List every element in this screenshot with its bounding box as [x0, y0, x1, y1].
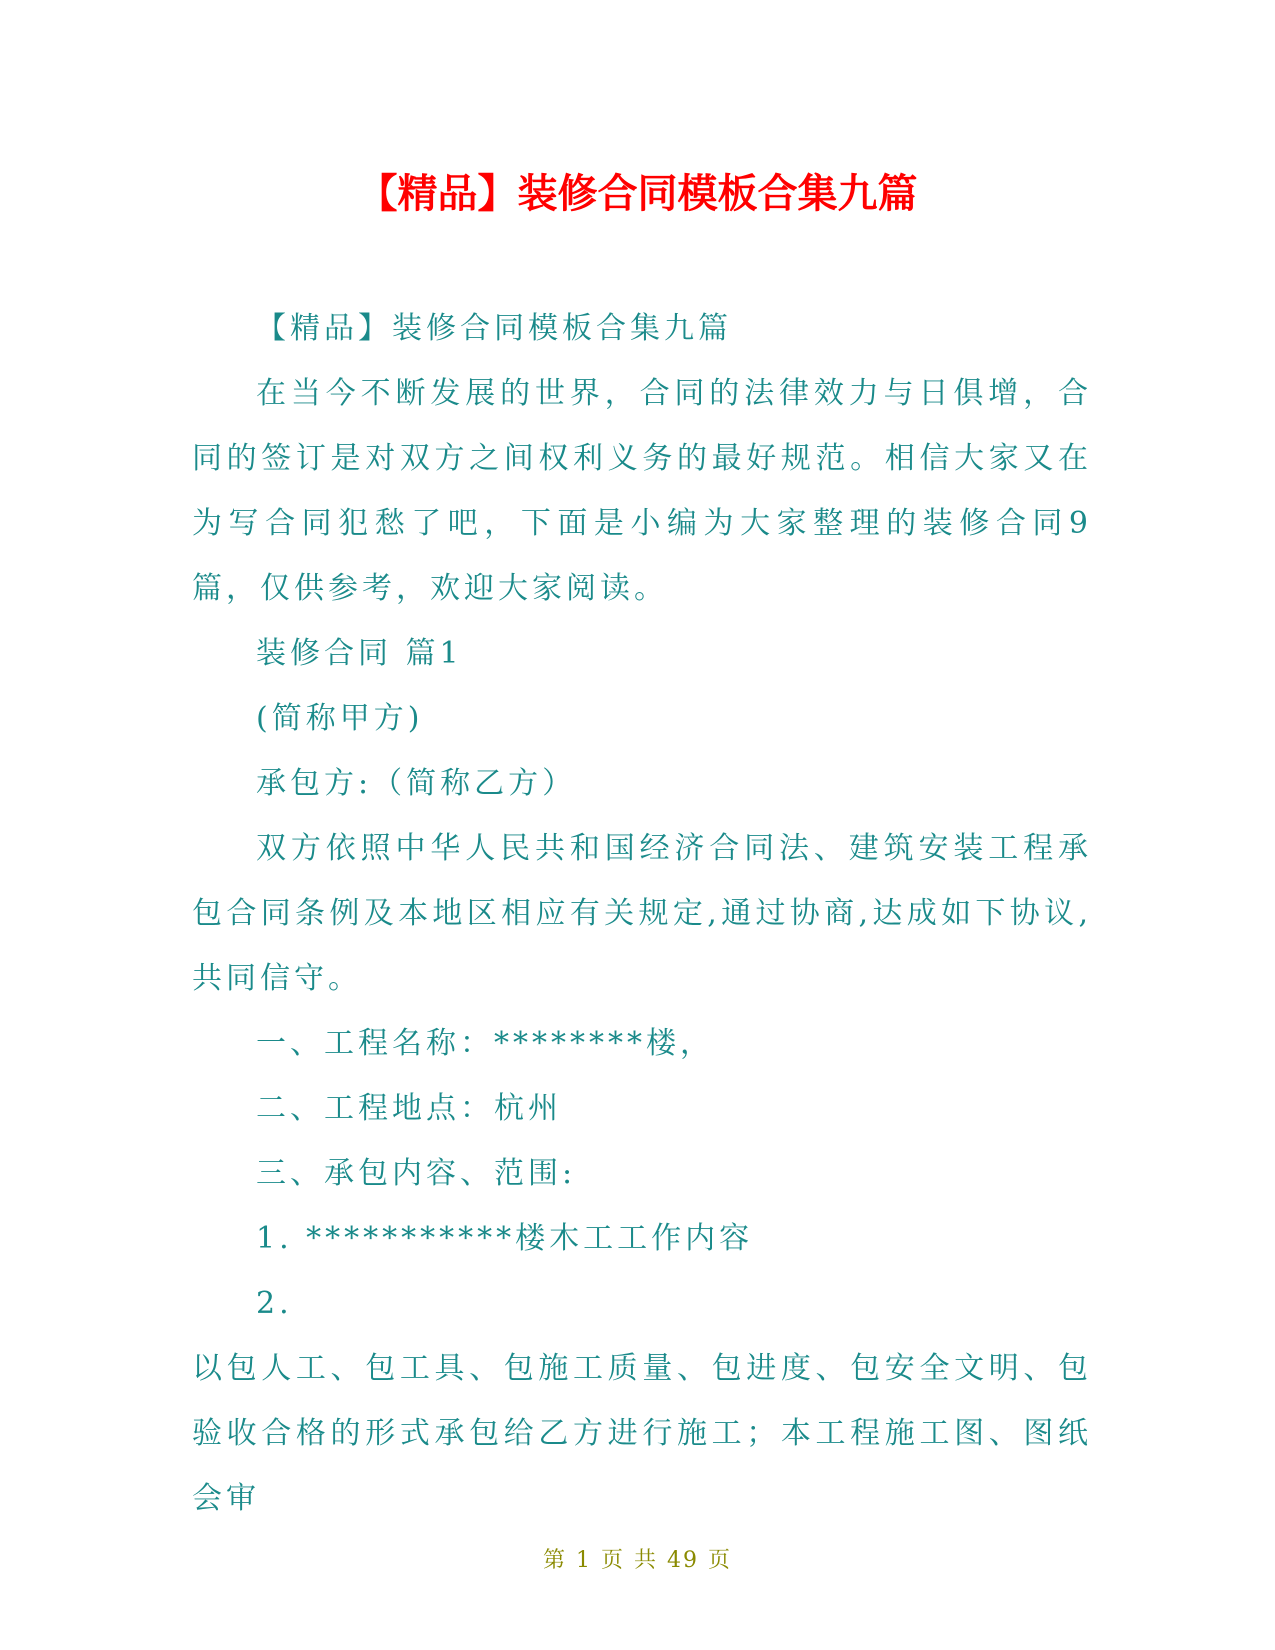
- document-title: 【精品】装修合同模板合集九篇: [357, 171, 918, 217]
- paragraph-intro: 在当今不断发展的世界，合同的法律效力与日俱增，合同的签订是对双方之间权利义务的最好规范。相信大家又在为写合同犯愁了吧，下面是小编为大家整理的装修合同9篇，仅供参考，欢迎大家阅读。: [192, 376, 1092, 606]
- paragraph-heading: 【精品】装修合同模板合集九篇: [256, 311, 732, 346]
- document-body: [192, 296, 1092, 1531]
- paragraph-project-location: 二、工程地点：杭州: [256, 1091, 562, 1126]
- paragraph-section-title: 装修合同 篇1: [256, 636, 463, 671]
- paragraph-scope-heading: 三、承包内容、范围:: [256, 1156, 577, 1191]
- paragraph-scope-detail: 以包人工、包工具、包施工质量、包进度、包安全文明、包验收合格的形式承包给乙方进行施工；本工程施工图、图纸会审: [192, 1351, 1092, 1516]
- paragraph-project-name: 一、工程名称：********楼，: [256, 1026, 714, 1061]
- paragraph-party-b: 承包方:（简称乙方）: [256, 766, 577, 801]
- paragraph-agreement: 双方依照中华人民共和国经济合同法、建筑安装工程承包合同条例及本地区相应有关规定,通过协商,达成如下协议,共同信守。: [192, 831, 1092, 996]
- page-number-footer: 第 1 页 共 49 页: [543, 1548, 732, 1573]
- paragraph-scope-item-1: 1. ***********楼木工工作内容: [256, 1221, 754, 1256]
- paragraph-scope-item-2: 2.: [256, 1286, 293, 1321]
- paragraph-party-a: (简称甲方): [256, 701, 424, 736]
